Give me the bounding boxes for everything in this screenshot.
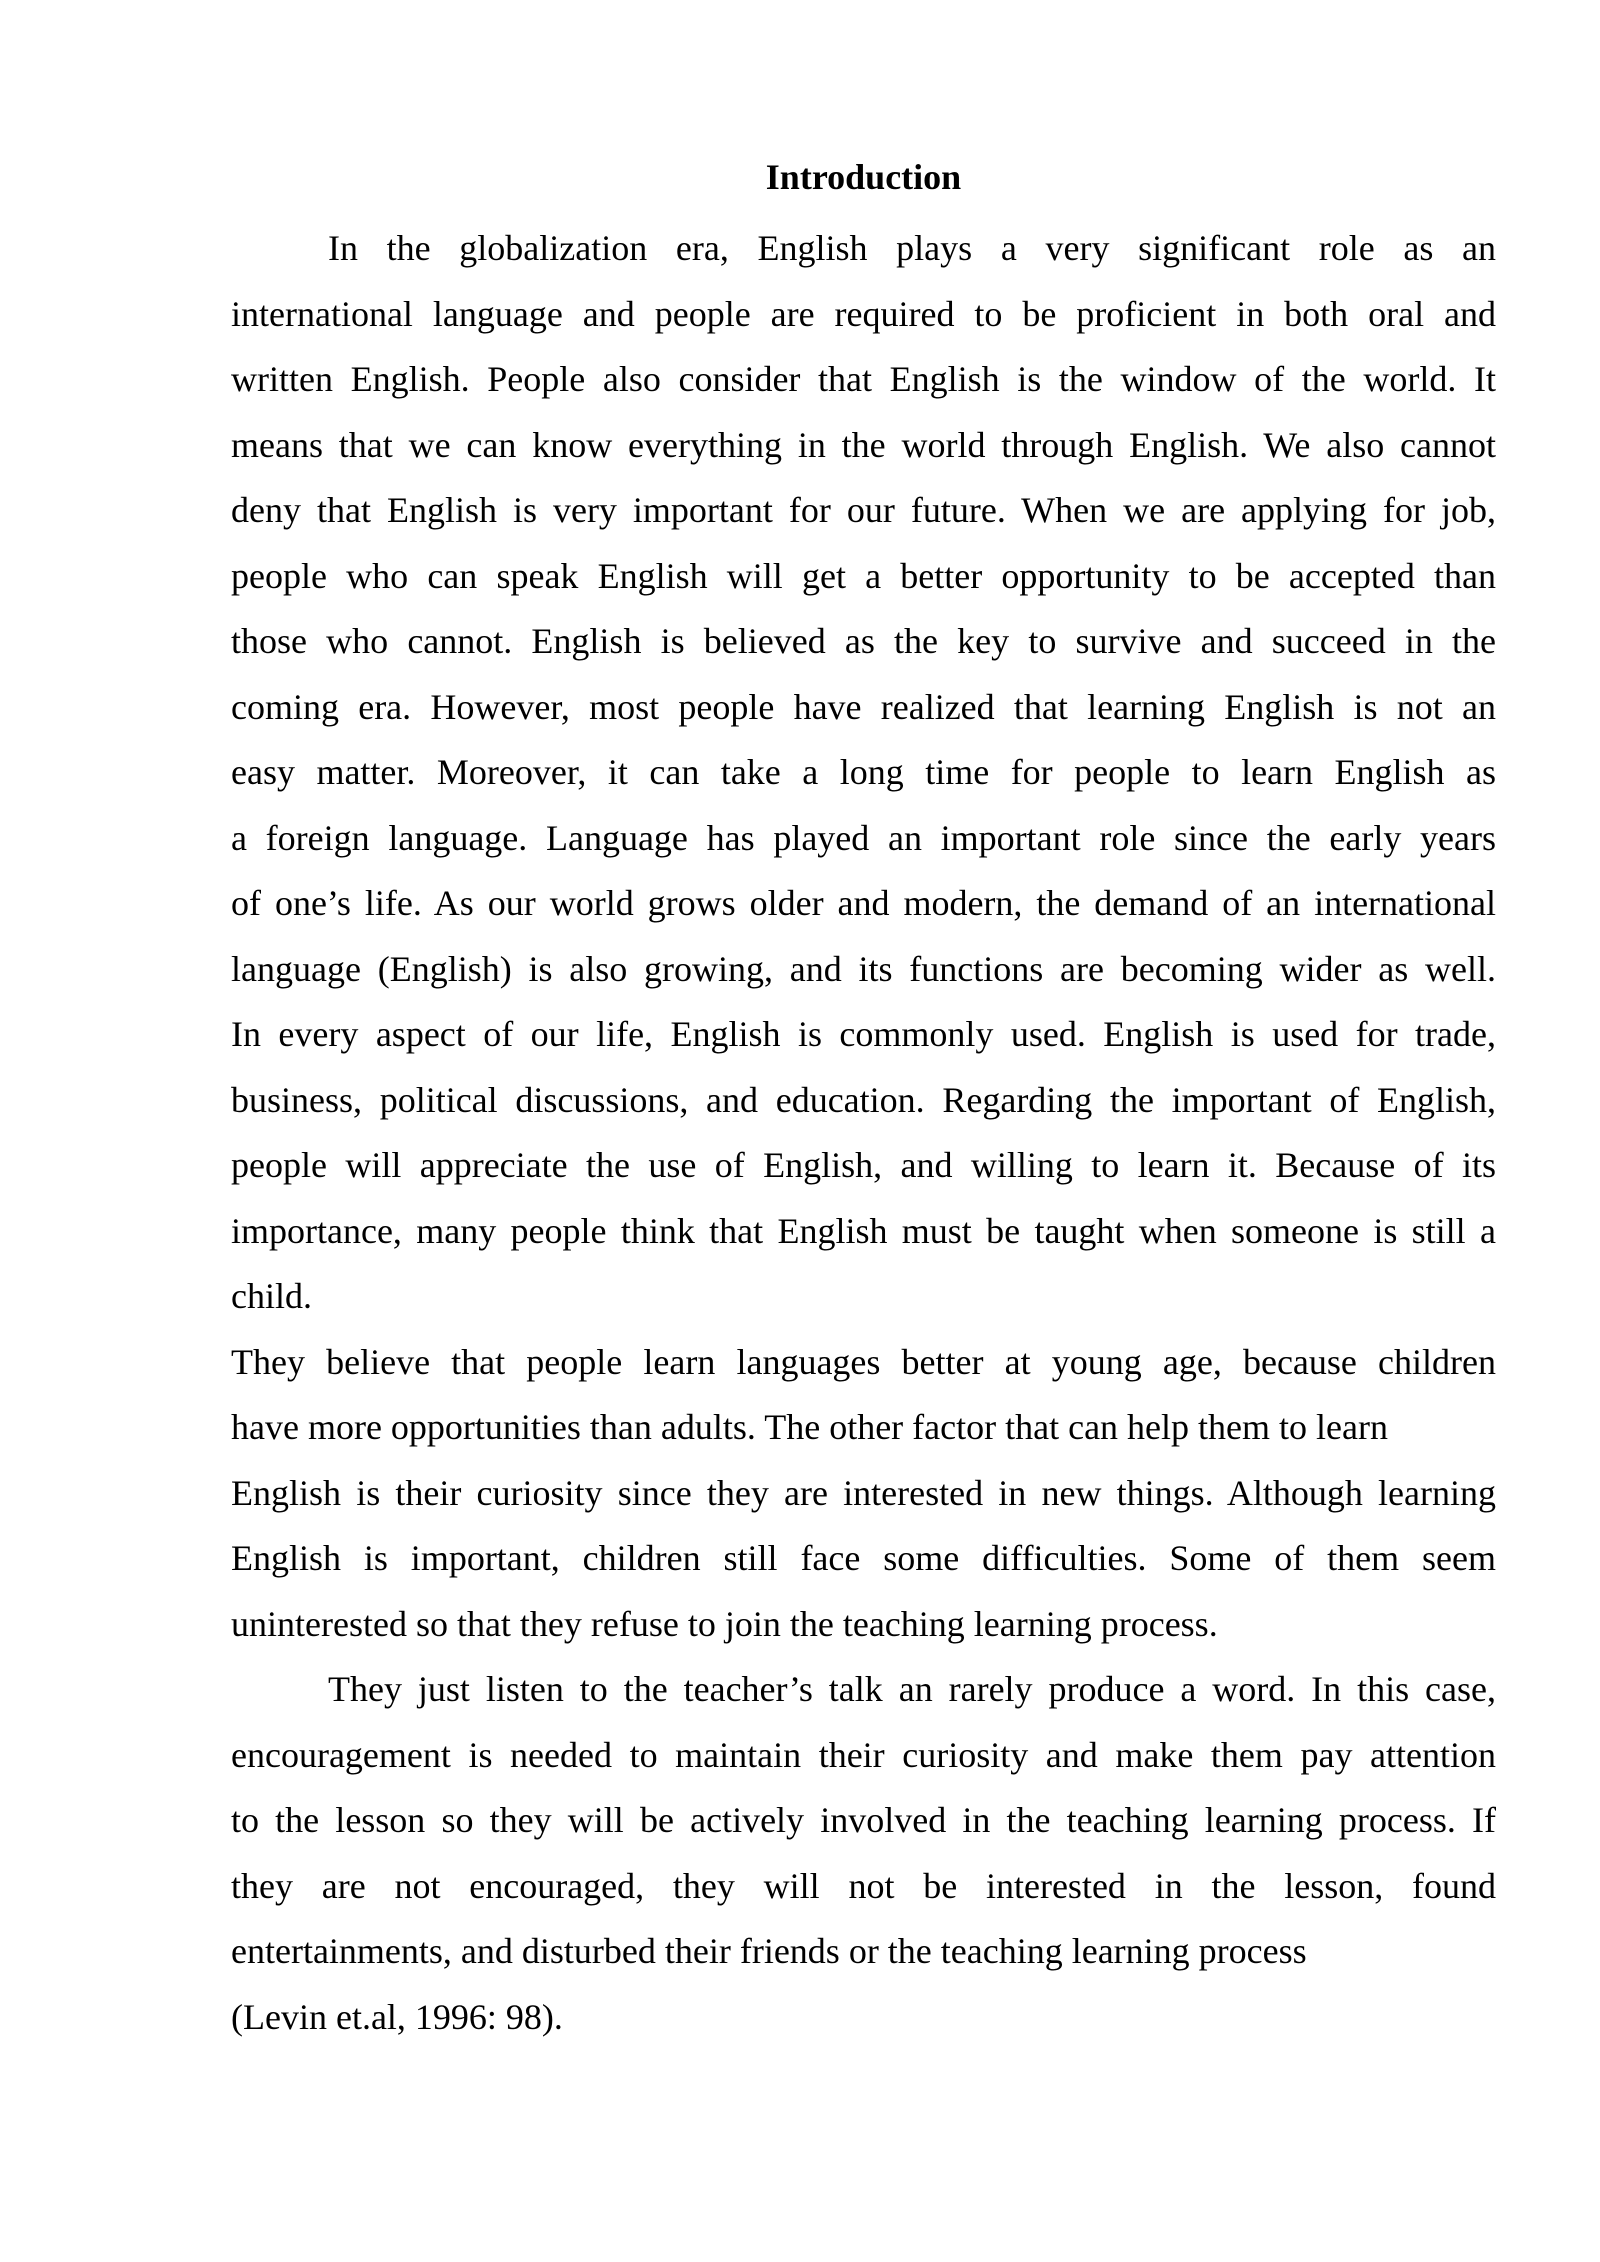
text-line: In every aspect of our life, English is commonly used. English is used for trade, <box>231 1014 1496 1054</box>
text-line: importance, many people think that English must be taught when someone is still a <box>231 1210 1496 1251</box>
text-line: a foreign language. Language has played an important role since the early years <box>231 817 1496 858</box>
text-line: English is their curiosity since they are interested in new things. Although learning <box>231 1472 1496 1513</box>
text-line: child. <box>231 1276 312 1316</box>
paragraph-2 <box>231 1330 1496 1658</box>
text-line: people who can speak English will get a better opportunity to be accepted than <box>231 555 1496 596</box>
text-line: In the globalization era, English plays a very significant role as an <box>328 228 1496 268</box>
text-line: have more opportunities than adults. The other factor that can help them to learn <box>231 1407 1388 1447</box>
text-line: of one’s life. As our world grows older and modern, the demand of an international <box>231 883 1496 923</box>
document-body <box>231 150 1496 2050</box>
text-line: people will appreciate the use of English, and willing to learn it. Because of its <box>231 1145 1496 1185</box>
text-line: entertainments, and disturbed their friends or the teaching learning process <box>231 1931 1307 1971</box>
text-line: language (English) is also growing, and its functions are becoming wider as well. <box>231 948 1496 989</box>
paragraph-3 <box>231 1657 1496 2050</box>
text-line: English is important, children still face some difficulties. Some of them seem <box>231 1538 1496 1578</box>
text-line: those who cannot. English is believed as the key to survive and succeed in the <box>231 621 1496 661</box>
citation: (Levin et.al, 1996: 98). <box>231 1996 563 2037</box>
text-line: they are not encouraged, they will not be interested in the lesson, found <box>231 1865 1496 1906</box>
text-line: They believe that people learn languages better at young age, because children <box>231 1341 1496 1382</box>
page-title: Introduction <box>765 157 962 197</box>
text-line: uninterested so that they refuse to join the teaching learning process. <box>231 1603 1218 1644</box>
text-line: means that we can know everything in the world through English. We also cannot <box>231 424 1496 465</box>
text-line: encouragement is needed to maintain their curiosity and make them pay attention <box>231 1734 1496 1775</box>
text-line: coming era. However, most people have realized that learning English is not an <box>231 686 1496 727</box>
text-line: written English. People also consider that English is the window of the world. It <box>231 359 1496 399</box>
paragraph-1 <box>231 216 1496 1330</box>
text-line: deny that English is very important for our future. When we are applying for job, <box>231 490 1496 530</box>
text-line: easy matter. Moreover, it can take a long time for people to learn English as <box>231 752 1496 792</box>
text-line: business, political discussions, and education. Regarding the important of English, <box>231 1079 1496 1120</box>
text-line: international language and people are required to be proficient in both oral and <box>231 293 1496 334</box>
text-line: to the lesson so they will be actively involved in the teaching learning process. If <box>231 1800 1496 1840</box>
text-line: They just listen to the teacher’s talk an rarely produce a word. In this case, <box>328 1669 1496 1709</box>
